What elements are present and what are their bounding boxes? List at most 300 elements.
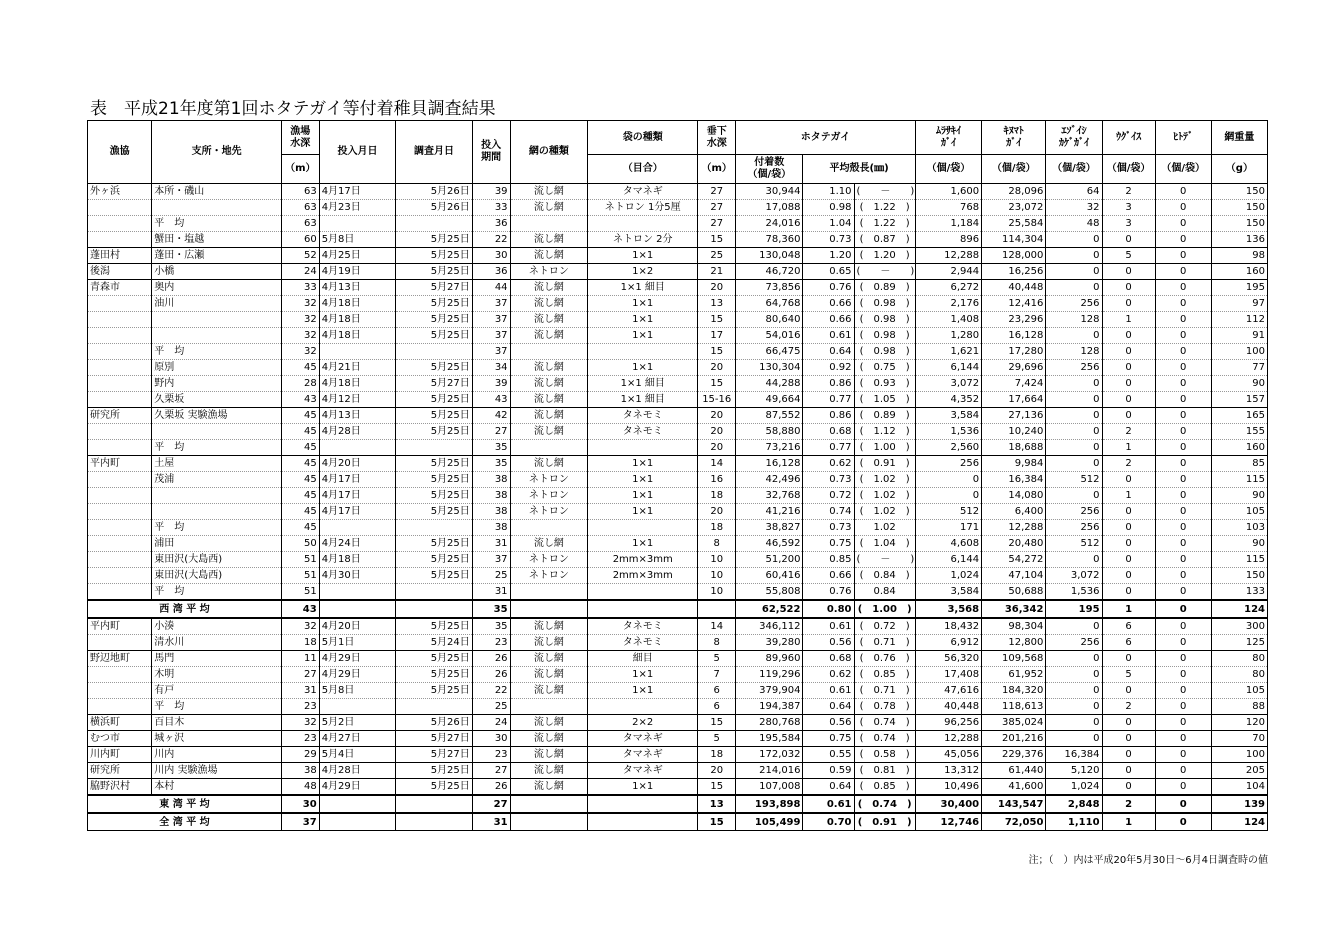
cell-ezoishi: 0: [1046, 488, 1102, 504]
cell-tonyu-date: 4月18日: [319, 552, 396, 568]
cell-ami: 流し網: [510, 618, 588, 635]
header-amijuryo: 網重量: [1211, 121, 1267, 155]
area-average-row: [88, 795, 1268, 813]
cell-kinumato: 36,342: [982, 600, 1046, 618]
cell-uguisu: 0: [1102, 328, 1155, 344]
cell-hitode: 0: [1155, 328, 1211, 344]
cell-ezoishi: 128: [1046, 344, 1102, 360]
cell-shisho: [152, 424, 282, 440]
cell-fukuro: 1×1: [588, 683, 698, 699]
cell-kinumato: 72,050: [982, 813, 1046, 831]
cell-chosa-date: [396, 584, 473, 601]
cell-ami: 流し網: [510, 360, 588, 376]
cell-shisho: 原別: [152, 360, 282, 376]
cell-hitode: 0: [1155, 715, 1211, 731]
cell-hitode: 0: [1155, 651, 1211, 667]
cell-hitode: 0: [1155, 504, 1211, 520]
table-row: [88, 328, 1268, 344]
cell-juryo: 103: [1211, 520, 1267, 536]
table-row: [88, 488, 1268, 504]
cell-uguisu: 3: [1102, 216, 1155, 232]
cell-hitode: 0: [1155, 184, 1211, 200]
cell-suishin: 32: [281, 312, 319, 328]
cell-fuchaku: 42,496: [736, 472, 803, 488]
cell-shisho: 土屋: [152, 456, 282, 472]
cell-fukuro: 1×1: [588, 360, 698, 376]
cell-tonyu-date: 4月25日: [319, 248, 396, 264]
cell-chosa-date: 5月27日: [396, 747, 473, 763]
cell-juryo: 90: [1211, 536, 1267, 552]
cell-suika: 25: [698, 248, 736, 264]
cell-hitode: 0: [1155, 600, 1211, 618]
cell-chosa-date: 5月25日: [396, 232, 473, 248]
cell-fuchaku: 78,360: [736, 232, 803, 248]
cell-uguisu: 1: [1102, 813, 1155, 831]
header-ezoishi: ｴｿﾞｲｼ ｶｹﾞｶﾞｲ: [1046, 121, 1102, 155]
cell-suishin: 45: [281, 472, 319, 488]
cell-ami: 流し網: [510, 312, 588, 328]
cell-murasaki: 1,408: [915, 312, 981, 328]
cell-suishin: 45: [281, 520, 319, 536]
cell-ezoishi: 256: [1046, 635, 1102, 651]
cell-shisho: 奥内: [152, 280, 282, 296]
cell-tonyu-date: [319, 699, 396, 715]
table-row: [88, 296, 1268, 312]
cell-chosa-date: 5月25日: [396, 552, 473, 568]
cell-juryo: 124: [1211, 600, 1267, 618]
table-row: [88, 216, 1268, 232]
cell-gyokyo: [88, 683, 152, 699]
cell-kaku: 0.66: [803, 296, 854, 312]
cell-murasaki: 17,408: [915, 667, 981, 683]
cell-kaku-prev: ( 0.74 ): [854, 715, 915, 731]
cell-fukuro: [588, 216, 698, 232]
cell-shisho: 平 均: [152, 520, 282, 536]
table-row: [88, 536, 1268, 552]
cell-gyokyo: 青森市: [88, 280, 152, 296]
cell-gyokyo: [88, 488, 152, 504]
cell-juryo: 205: [1211, 763, 1267, 779]
cell-uguisu: 0: [1102, 552, 1155, 568]
header-shisho: 支所・地先: [152, 121, 282, 184]
cell-chosa-date: 5月25日: [396, 618, 473, 635]
cell-suishin: 11: [281, 651, 319, 667]
table-row: [88, 667, 1268, 683]
cell-juryo: 85: [1211, 456, 1267, 472]
cell-ezoishi: 48: [1046, 216, 1102, 232]
cell-juryo: 300: [1211, 618, 1267, 635]
header-murasaki: ﾑﾗｻｷｲ ｶﾞｲ: [915, 121, 981, 155]
cell-shisho: 久栗坂 実験漁場: [152, 408, 282, 424]
cell-kaku: 0.55: [803, 747, 854, 763]
cell-fuchaku: 105,499: [736, 813, 803, 831]
cell-kaku: 0.59: [803, 763, 854, 779]
cell-murasaki: 768: [915, 200, 981, 216]
cell-ami: 流し網: [510, 408, 588, 424]
cell-tonyu-date: [319, 584, 396, 601]
cell-tonyu-date: [319, 440, 396, 456]
cell-shisho: 清水川: [152, 635, 282, 651]
cell-kinumato: 143,547: [982, 795, 1046, 813]
cell-kaku-prev: ( 0.81 ): [854, 763, 915, 779]
cell-kaku: 0.61: [803, 795, 854, 813]
cell-kaku-prev: ( 0.78 ): [854, 699, 915, 715]
cell-fuchaku: 64,768: [736, 296, 803, 312]
cell-juryo: 150: [1211, 184, 1267, 200]
cell-ami: 流し網: [510, 763, 588, 779]
cell-suika: 15: [698, 813, 736, 831]
cell-kinumato: 20,480: [982, 536, 1046, 552]
cell-murasaki: 1,024: [915, 568, 981, 584]
cell-suika: 15: [698, 376, 736, 392]
cell-murasaki: 6,912: [915, 635, 981, 651]
cell-shisho: 平 均: [152, 344, 282, 360]
cell-murasaki: 4,352: [915, 392, 981, 408]
cell-fukuro: タマネギ: [588, 731, 698, 747]
cell-uguisu: 2: [1102, 184, 1155, 200]
cell-chosa-date: 5月25日: [396, 763, 473, 779]
cell-kaku-prev: ( － ): [854, 184, 915, 200]
cell-kikan: 34: [472, 360, 510, 376]
table-row: [88, 184, 1268, 200]
table-row: [88, 344, 1268, 360]
cell-ami: 流し網: [510, 280, 588, 296]
cell-uguisu: 3: [1102, 200, 1155, 216]
cell-hitode: 0: [1155, 568, 1211, 584]
cell-suika: 15-16: [698, 392, 736, 408]
cell-uguisu: 0: [1102, 296, 1155, 312]
cell-ezoishi: 64: [1046, 184, 1102, 200]
table-row: [88, 715, 1268, 731]
cell-kaku: 0.73: [803, 472, 854, 488]
table-row: [88, 699, 1268, 715]
cell-kaku: 0.64: [803, 779, 854, 796]
table-row: [88, 280, 1268, 296]
cell-tonyu-date: 4月19日: [319, 264, 396, 280]
header-tonyu-date: 投入月日: [319, 121, 396, 184]
cell-tonyu-date: 4月30日: [319, 568, 396, 584]
cell-ami: 流し網: [510, 296, 588, 312]
cell-fuchaku: 214,016: [736, 763, 803, 779]
cell-ami: 流し網: [510, 635, 588, 651]
cell-kikan: 36: [472, 264, 510, 280]
cell-chosa-date: 5月25日: [396, 472, 473, 488]
header-hitode-unit: （個/袋）: [1155, 155, 1211, 184]
cell-tonyu-date: 4月28日: [319, 424, 396, 440]
cell-suika: 13: [698, 296, 736, 312]
table-row: [88, 651, 1268, 667]
cell-ami: [510, 344, 588, 360]
cell-gyokyo: 西 湾 平 均: [88, 600, 282, 618]
cell-ezoishi: 0: [1046, 731, 1102, 747]
cell-kaku: 0.65: [803, 264, 854, 280]
cell-fukuro: 1×2: [588, 264, 698, 280]
cell-ezoishi: 0: [1046, 280, 1102, 296]
cell-fuchaku: 87,552: [736, 408, 803, 424]
cell-ezoishi: 0: [1046, 328, 1102, 344]
cell-kikan: 39: [472, 184, 510, 200]
cell-kaku-prev: ( 1.22 ): [854, 200, 915, 216]
cell-ami: [510, 520, 588, 536]
cell-hitode: 0: [1155, 584, 1211, 601]
cell-fuchaku: 39,280: [736, 635, 803, 651]
cell-fuchaku: 58,880: [736, 424, 803, 440]
cell-murasaki: 896: [915, 232, 981, 248]
cell-gyokyo: [88, 472, 152, 488]
cell-kikan: 43: [472, 392, 510, 408]
cell-chosa-date: 5月25日: [396, 536, 473, 552]
cell-kikan: 37: [472, 296, 510, 312]
cell-kikan: 24: [472, 715, 510, 731]
cell-kinumato: 6,400: [982, 504, 1046, 520]
cell-shisho: 城ヶ沢: [152, 731, 282, 747]
cell-kinumato: 184,320: [982, 683, 1046, 699]
cell-tonyu-date: 5月2日: [319, 715, 396, 731]
cell-suishin: 30: [281, 795, 319, 813]
cell-chosa-date: 5月25日: [396, 312, 473, 328]
cell-kaku-prev: ( 0.85 ): [854, 667, 915, 683]
cell-uguisu: 0: [1102, 344, 1155, 360]
cell-kaku-prev: ( 0.93 ): [854, 376, 915, 392]
cell-ami: ネトロン: [510, 488, 588, 504]
cell-kaku-prev: ( 1.02 ): [854, 472, 915, 488]
area-average-row: [88, 600, 1268, 618]
cell-chosa-date: [396, 813, 473, 831]
cell-kikan: 38: [472, 520, 510, 536]
cell-hitode: 0: [1155, 248, 1211, 264]
cell-fukuro: タネモミ: [588, 408, 698, 424]
cell-murasaki: 12,288: [915, 248, 981, 264]
cell-murasaki: 0: [915, 488, 981, 504]
cell-chosa-date: [396, 520, 473, 536]
cell-suishin: 33: [281, 280, 319, 296]
cell-kikan: 30: [472, 248, 510, 264]
cell-ezoishi: 0: [1046, 408, 1102, 424]
cell-shisho: [152, 200, 282, 216]
cell-fukuro: 1×1: [588, 536, 698, 552]
cell-fukuro: [588, 440, 698, 456]
cell-suika: 5: [698, 651, 736, 667]
cell-suika: 20: [698, 360, 736, 376]
header-gyokyo: 漁協: [88, 121, 152, 184]
table-row: [88, 504, 1268, 520]
cell-uguisu: 0: [1102, 232, 1155, 248]
cell-kikan: 25: [472, 699, 510, 715]
cell-fukuro: タネモミ: [588, 635, 698, 651]
cell-hitode: 0: [1155, 536, 1211, 552]
cell-juryo: 120: [1211, 715, 1267, 731]
cell-kaku: 0.86: [803, 376, 854, 392]
cell-hitode: 0: [1155, 440, 1211, 456]
cell-suika: 18: [698, 747, 736, 763]
cell-juryo: 155: [1211, 424, 1267, 440]
cell-kikan: 26: [472, 667, 510, 683]
cell-kaku-prev: ( 0.91 ): [854, 813, 915, 831]
cell-kikan: 23: [472, 635, 510, 651]
cell-juryo: 139: [1211, 795, 1267, 813]
cell-ezoishi: 0: [1046, 651, 1102, 667]
cell-ami: 流し網: [510, 731, 588, 747]
cell-tonyu-date: 4月17日: [319, 184, 396, 200]
cell-fuchaku: 80,640: [736, 312, 803, 328]
cell-suishin: 51: [281, 584, 319, 601]
cell-fuchaku: 73,216: [736, 440, 803, 456]
cell-uguisu: 0: [1102, 472, 1155, 488]
header-ezoishi-unit: （個/袋）: [1046, 155, 1102, 184]
cell-chosa-date: 5月27日: [396, 280, 473, 296]
cell-kaku-prev: ( 0.76 ): [854, 651, 915, 667]
cell-kikan: 26: [472, 651, 510, 667]
cell-gyokyo: 野辺地町: [88, 651, 152, 667]
cell-suishin: 27: [281, 667, 319, 683]
cell-kaku: 0.61: [803, 683, 854, 699]
cell-chosa-date: [396, 600, 473, 618]
cell-kikan: 38: [472, 488, 510, 504]
cell-shisho: 東田沢(大島西): [152, 568, 282, 584]
cell-kaku: 0.86: [803, 408, 854, 424]
cell-suishin: 51: [281, 568, 319, 584]
footnote: 注；（ ）内は平成20年5月30日～6月4日調査時の値: [1028, 855, 1268, 866]
cell-kikan: 33: [472, 200, 510, 216]
cell-kinumato: 61,952: [982, 667, 1046, 683]
cell-suika: 27: [698, 200, 736, 216]
cell-fukuro: 2×2: [588, 715, 698, 731]
cell-suishin: 28: [281, 376, 319, 392]
cell-suika: 13: [698, 795, 736, 813]
cell-kikan: 44: [472, 280, 510, 296]
cell-fuchaku: 30,944: [736, 184, 803, 200]
cell-fukuro: 1×1: [588, 488, 698, 504]
cell-hitode: 0: [1155, 392, 1211, 408]
header-hotate: ホタテガイ: [736, 121, 916, 155]
cell-uguisu: 1: [1102, 600, 1155, 618]
cell-fuchaku: 119,296: [736, 667, 803, 683]
cell-uguisu: 1: [1102, 312, 1155, 328]
cell-ezoishi: 128: [1046, 312, 1102, 328]
cell-juryo: 97: [1211, 296, 1267, 312]
cell-suika: 10: [698, 584, 736, 601]
cell-fuchaku: 66,475: [736, 344, 803, 360]
cell-ami: [510, 699, 588, 715]
cell-kikan: 27: [472, 795, 510, 813]
cell-murasaki: 1,280: [915, 328, 981, 344]
cell-uguisu: 6: [1102, 635, 1155, 651]
cell-murasaki: 2,944: [915, 264, 981, 280]
cell-suika: 8: [698, 536, 736, 552]
cell-kaku-prev: ( 0.71 ): [854, 683, 915, 699]
cell-fukuro: タネモミ: [588, 424, 698, 440]
cell-chosa-date: 5月26日: [396, 200, 473, 216]
cell-tonyu-date: 4月13日: [319, 280, 396, 296]
cell-juryo: 90: [1211, 488, 1267, 504]
cell-gyokyo: 川内町: [88, 747, 152, 763]
cell-kaku: 0.75: [803, 731, 854, 747]
cell-kinumato: 12,416: [982, 296, 1046, 312]
cell-shisho: [152, 488, 282, 504]
cell-kaku-prev: ( 0.74 ): [854, 795, 915, 813]
cell-kinumato: 10,240: [982, 424, 1046, 440]
cell-kaku-prev: ( 1.02 ): [854, 504, 915, 520]
cell-kinumato: 118,613: [982, 699, 1046, 715]
cell-kaku: 0.62: [803, 456, 854, 472]
header-amijuryo-unit: （g）: [1211, 155, 1267, 184]
table-row: [88, 779, 1268, 796]
cell-juryo: 160: [1211, 264, 1267, 280]
header-murasaki-unit: （個/袋）: [915, 155, 981, 184]
table-row: [88, 747, 1268, 763]
cell-ami: 流し網: [510, 667, 588, 683]
table-row: [88, 472, 1268, 488]
cell-kaku: 0.64: [803, 344, 854, 360]
cell-tonyu-date: [319, 520, 396, 536]
cell-kinumato: 12,800: [982, 635, 1046, 651]
cell-juryo: 80: [1211, 651, 1267, 667]
cell-uguisu: 0: [1102, 715, 1155, 731]
cell-fukuro: 1×1: [588, 296, 698, 312]
cell-suishin: 37: [281, 813, 319, 831]
cell-juryo: 90: [1211, 376, 1267, 392]
cell-hitode: 0: [1155, 763, 1211, 779]
cell-murasaki: 3,584: [915, 584, 981, 601]
cell-fuchaku: 107,008: [736, 779, 803, 796]
cell-tonyu-date: 4月18日: [319, 376, 396, 392]
cell-murasaki: 2,560: [915, 440, 981, 456]
cell-kinumato: 201,216: [982, 731, 1046, 747]
cell-ezoishi: 16,384: [1046, 747, 1102, 763]
cell-gyokyo: [88, 392, 152, 408]
cell-suika: 20: [698, 280, 736, 296]
cell-fuchaku: 193,898: [736, 795, 803, 813]
cell-uguisu: 0: [1102, 376, 1155, 392]
cell-murasaki: 1,621: [915, 344, 981, 360]
cell-fuchaku: 130,048: [736, 248, 803, 264]
cell-juryo: 105: [1211, 683, 1267, 699]
cell-suishin: 38: [281, 763, 319, 779]
cell-shisho: 本村: [152, 779, 282, 796]
cell-ezoishi: 1,024: [1046, 779, 1102, 796]
cell-kaku-prev: ( 0.91 ): [854, 456, 915, 472]
cell-juryo: 115: [1211, 552, 1267, 568]
cell-chosa-date: 5月25日: [396, 328, 473, 344]
cell-shisho: 蓬田・広瀬: [152, 248, 282, 264]
cell-fuchaku: 55,808: [736, 584, 803, 601]
cell-suika: 6: [698, 683, 736, 699]
cell-juryo: 124: [1211, 813, 1267, 831]
cell-suishin: 63: [281, 200, 319, 216]
header-kinumato-unit: （個/袋）: [982, 155, 1046, 184]
cell-hitode: 0: [1155, 667, 1211, 683]
cell-chosa-date: 5月25日: [396, 651, 473, 667]
cell-kaku-prev: ( 0.58 ): [854, 747, 915, 763]
cell-suishin: 45: [281, 408, 319, 424]
cell-suishin: 23: [281, 731, 319, 747]
cell-chosa-date: 5月25日: [396, 248, 473, 264]
cell-gyokyo: 後潟: [88, 264, 152, 280]
cell-fuchaku: 62,522: [736, 600, 803, 618]
cell-fukuro: [588, 600, 698, 618]
cell-chosa-date: 5月25日: [396, 504, 473, 520]
table-row: [88, 731, 1268, 747]
cell-hitode: 0: [1155, 472, 1211, 488]
cell-kikan: 35: [472, 440, 510, 456]
cell-uguisu: 2: [1102, 456, 1155, 472]
cell-gyokyo: [88, 552, 152, 568]
cell-murasaki: 18,432: [915, 618, 981, 635]
cell-shisho: [152, 312, 282, 328]
cell-tonyu-date: 4月21日: [319, 360, 396, 376]
cell-tonyu-date: 4月28日: [319, 763, 396, 779]
cell-ezoishi: 0: [1046, 248, 1102, 264]
